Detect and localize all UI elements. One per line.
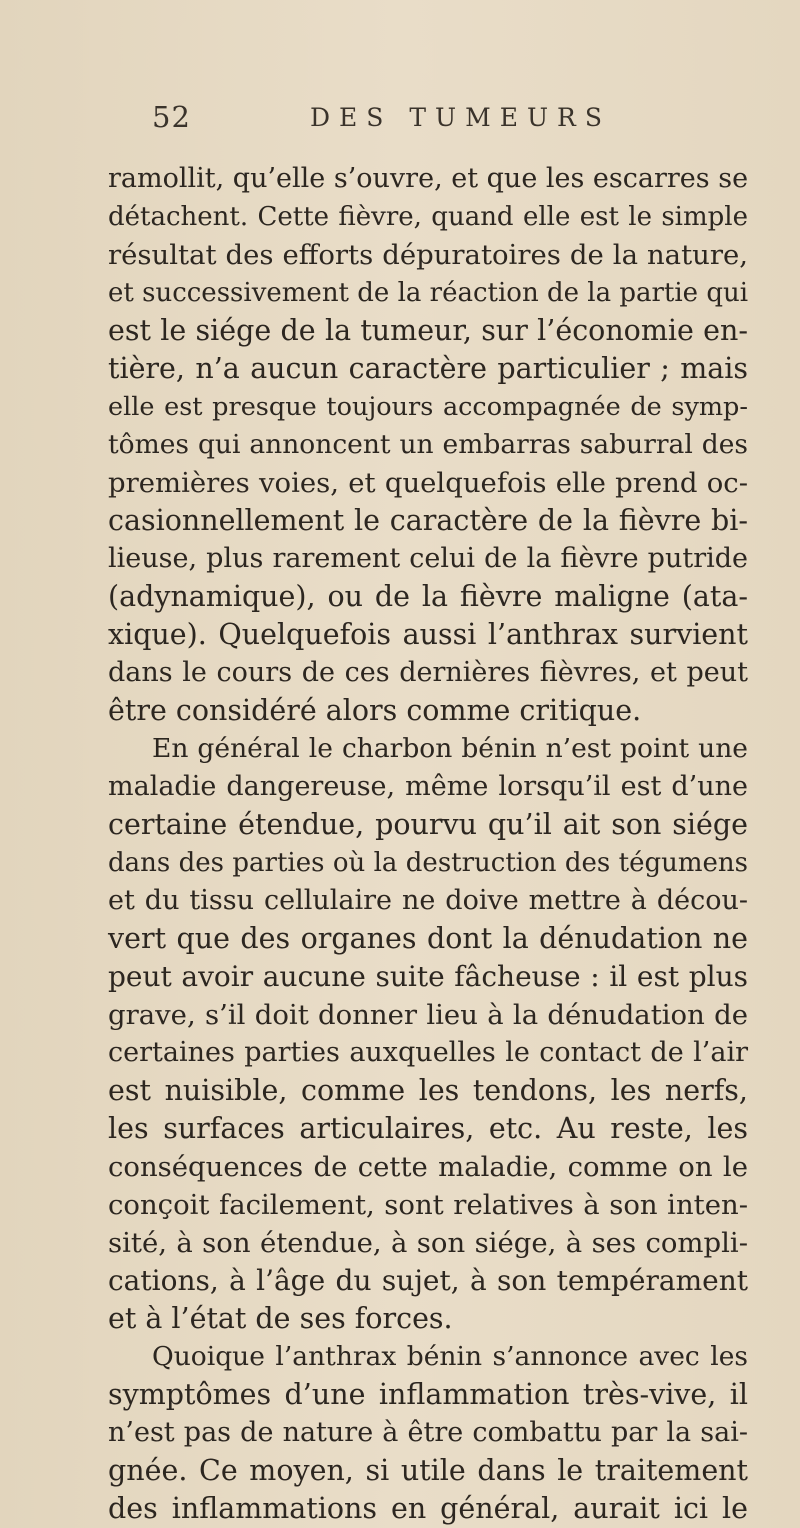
page-header [150, 100, 750, 144]
body-text [108, 160, 748, 1528]
text-line: et du tissu cellulaire ne doive mettre à décou- [108, 885, 748, 916]
text-line: grave, s’il doit donner lieu à la dénudation de [108, 999, 748, 1031]
running-head: DES TUMEURS [310, 103, 611, 132]
text-line: casionnellement le caractère de la fièvre bi- [108, 504, 748, 537]
text-line: Quoique l’anthrax bénin s’annonce avec les [152, 1341, 748, 1372]
text-line: résultat des efforts dépuratoires de la nature, [108, 239, 748, 271]
text-line: xique). Quelquefois aussi l’anthrax survient [108, 618, 748, 651]
text-line: et successivement de la réaction de la partie qui [108, 278, 749, 308]
text-line: certaine étendue, pourvu qu’il ait son siége [108, 808, 748, 841]
text-line: lieuse, plus rarement celui de la fièvre putride [108, 543, 748, 574]
text-line: premières voies, et quelquefois elle prend oc- [108, 467, 748, 499]
text-line: En général le charbon bénin n’est point une [152, 733, 748, 764]
text-line: certaines parties auxquelles le contact de l’air [108, 1037, 748, 1068]
text-line: tière, n’a aucun caractère particulier ; mais [108, 352, 748, 385]
text-line: détachent. Cette fièvre, quand elle est le simple [108, 202, 748, 232]
page-number: 52 [152, 100, 191, 134]
text-line: être considéré alors comme critique. [108, 694, 642, 727]
text-line: n’est pas de nature à être combattu par la sai- [108, 1417, 748, 1448]
text-line: symptômes d’une inflammation très-vive, il [108, 1378, 748, 1411]
text-line: les surfaces articulaires, etc. Au reste, les [108, 1112, 748, 1145]
text-line: sité, à son étendue, à son siége, à ses compli- [108, 1227, 748, 1259]
text-line: des inflammations en général, aurait ici le [108, 1492, 748, 1525]
text-line: est nuisible, comme les tendons, les nerfs, [108, 1074, 748, 1107]
text-line: maladie dangereuse, même lorsqu’il est d’une [108, 771, 748, 802]
text-line: gnée. Ce moyen, si utile dans le traitement [108, 1454, 748, 1487]
text-line: dans des parties où la destruction des tégumens [108, 848, 748, 878]
text-line: tômes qui annoncent un embarras saburral des [108, 429, 748, 460]
text-line: elle est presque toujours accompagnée de symp- [108, 392, 748, 422]
text-line: (adynamique), ou de la fièvre maligne (ata- [108, 580, 748, 613]
text-line: est le siége de la tumeur, sur l’économie en- [108, 314, 748, 347]
text-line: peut avoir aucune suite fâcheuse : il est plus [108, 960, 748, 993]
text-line: vert que des organes dont la dénudation ne [108, 922, 748, 955]
text-line: conçoit facilement, sont relatives à son inten- [108, 1189, 748, 1221]
text-line: et à l’état de ses forces. [108, 1302, 453, 1335]
text-line: ramollit, qu’elle s’ouvre, et que les escarres se [108, 163, 749, 194]
text-line: dans le cours de ces dernières fièvres, et peut [108, 657, 748, 688]
text-line: conséquences de cette maladie, comme on le [108, 1151, 748, 1183]
text-line: cations, à l’âge du sujet, à son tempérament [108, 1264, 748, 1297]
